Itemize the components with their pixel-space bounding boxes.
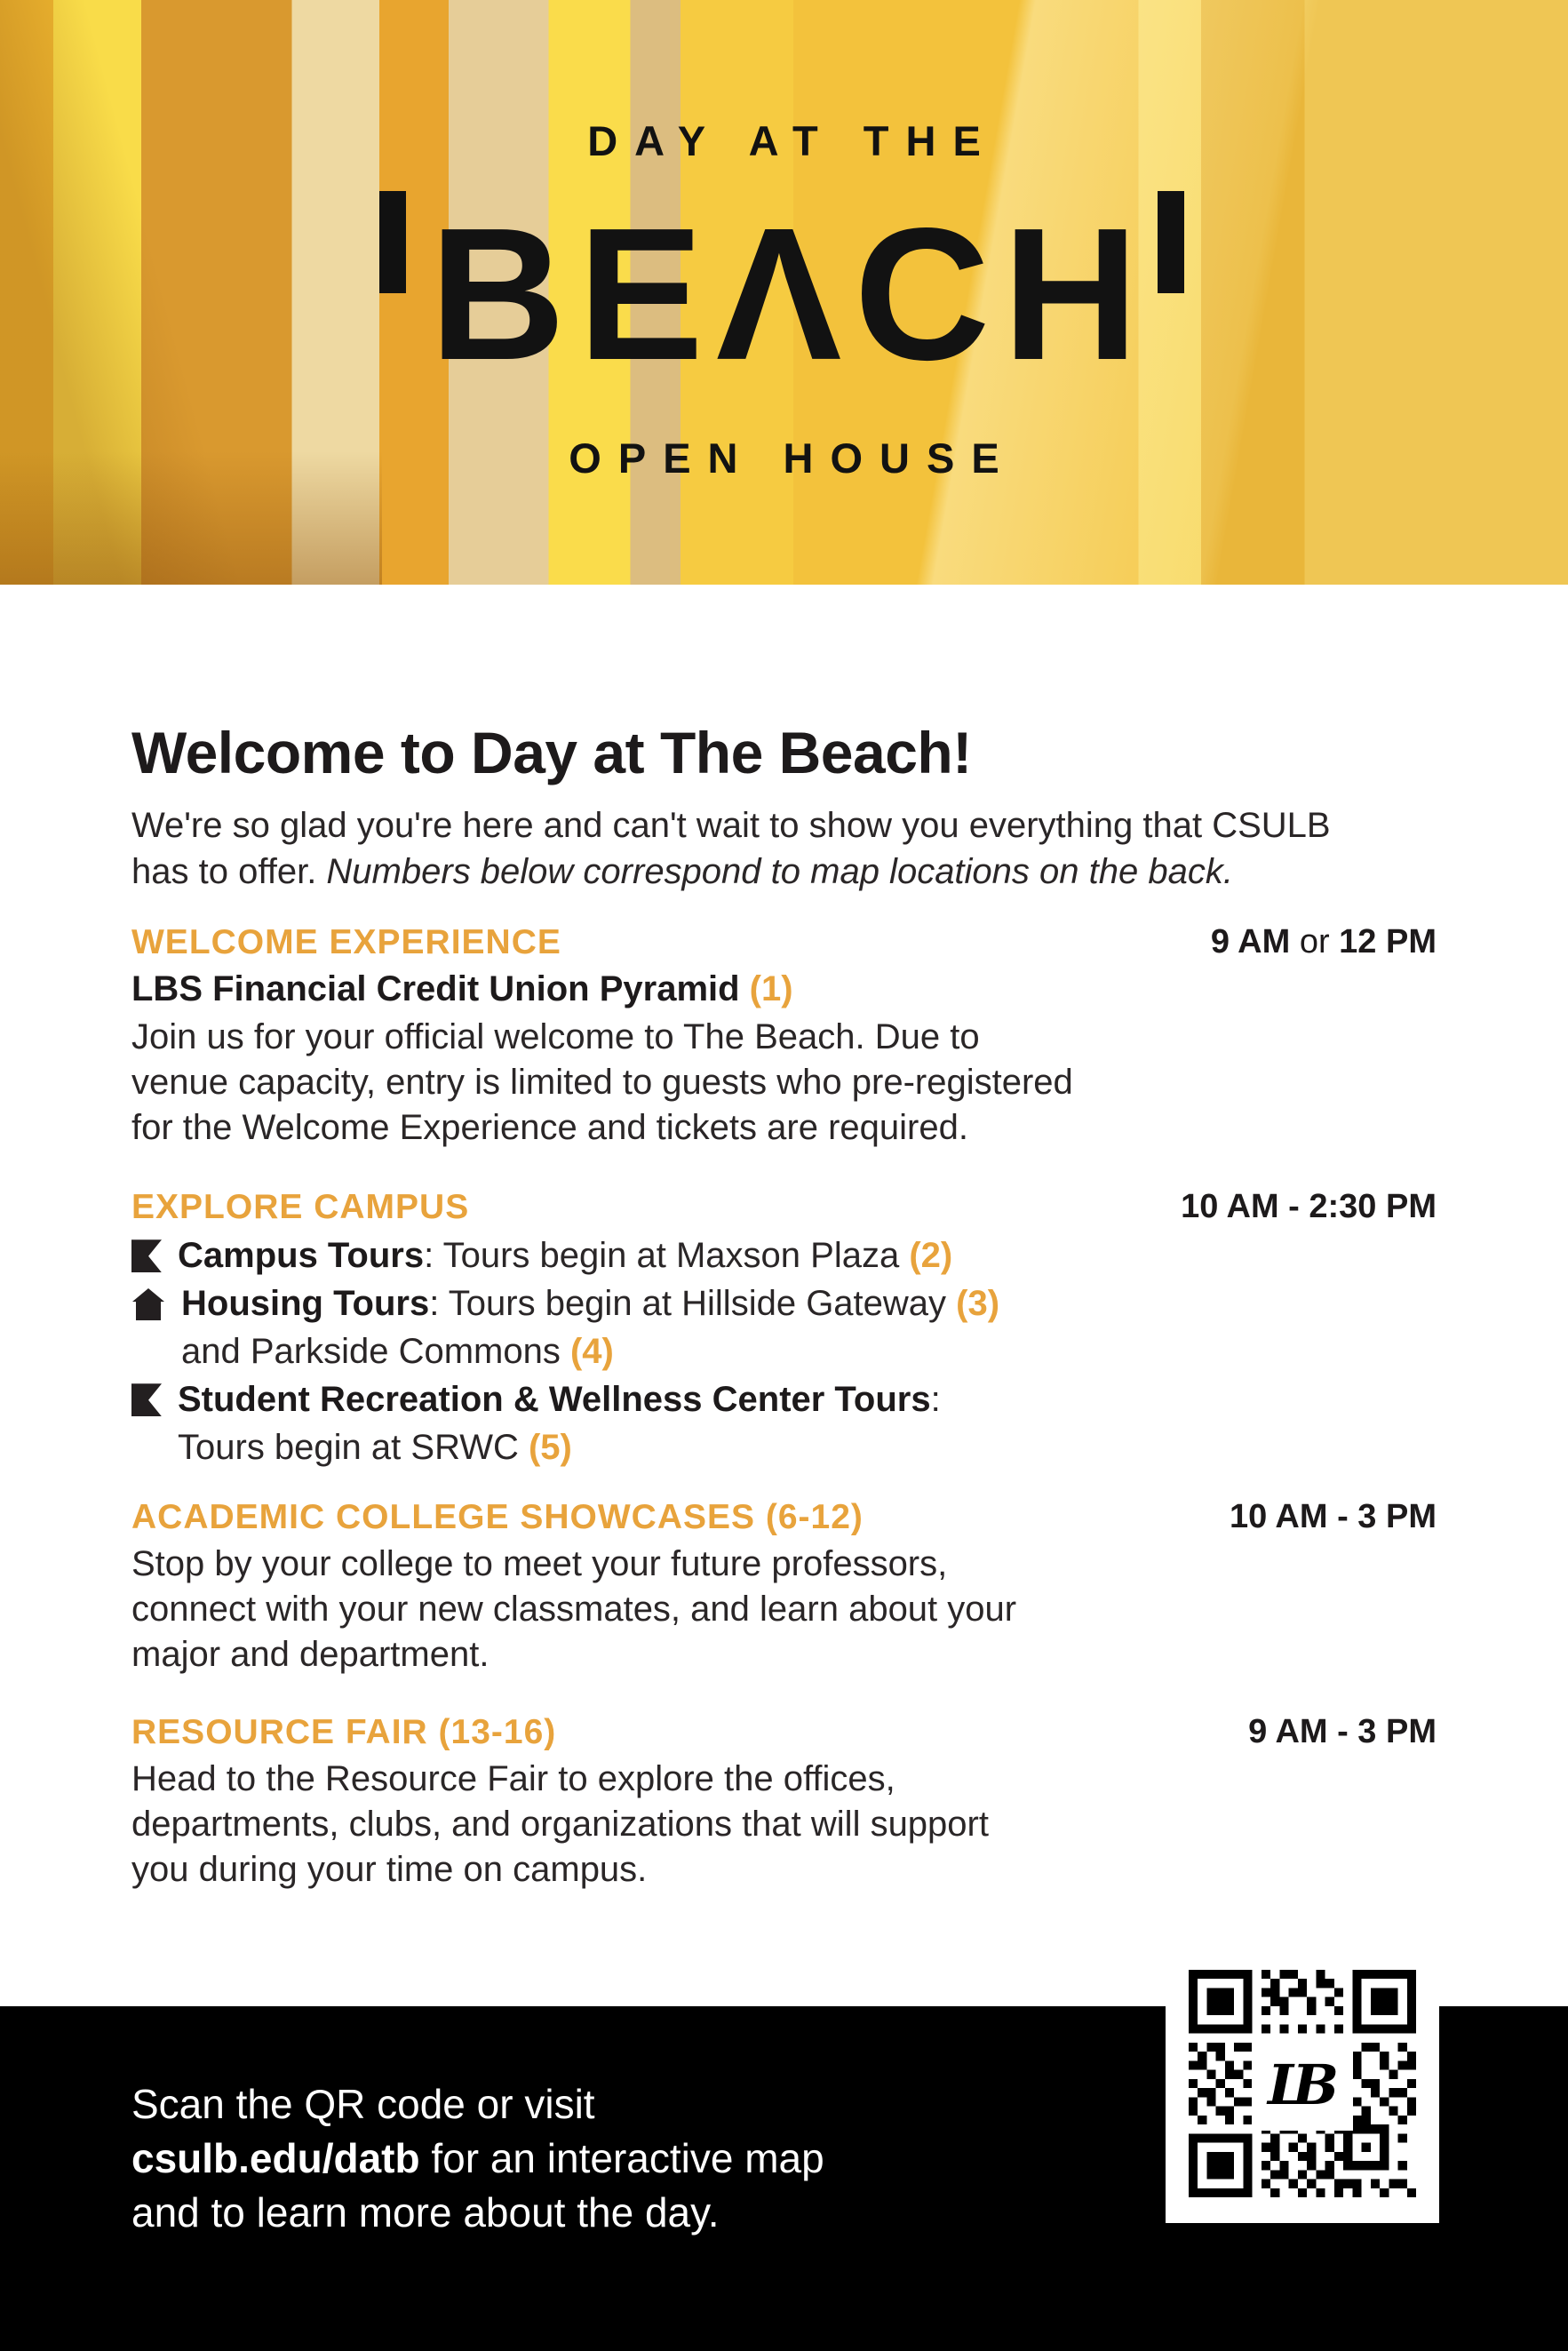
section-resource-fair — [131, 1711, 1437, 1893]
section-heading: WELCOME EXPERIENCE — [131, 923, 561, 962]
section-time: 9 AM or 12 PM — [1210, 923, 1437, 961]
hero-title: BEΛCH — [429, 188, 1151, 399]
section-heading: ACADEMIC COLLEGE SHOWCASES (6-12) — [131, 1498, 864, 1537]
section-heading: EXPLORE CAMPUS — [131, 1188, 470, 1227]
map-number: (4) — [569, 1332, 614, 1372]
map-number: (3) — [956, 1284, 1000, 1324]
map-number: (1) — [749, 969, 793, 1009]
venue-name: LBS Financial Credit Union Pyramid — [131, 969, 750, 1009]
flag-icon — [131, 1383, 162, 1471]
hero-kicker: DAY AT THE — [587, 117, 998, 164]
intro-line-1: We're so glad you're here and can't wait to show you everything that CSULB — [131, 806, 1331, 846]
intro-line-2-italic: Numbers below correspond to map locations on the back. — [326, 852, 1233, 892]
tour-list — [131, 1231, 999, 1471]
csulb-lb-logo: LB — [1252, 2038, 1353, 2131]
section-body: Join us for your official welcome to The Beach. Due to venue capacity, entry is limited to guests who pre-registered for the Welcome Experience and tickets are required. — [131, 1017, 1073, 1148]
hero-subtitle: OPEN HOUSE — [569, 434, 1016, 482]
section-welcome-experience — [131, 921, 1437, 1151]
map-number: (5) — [528, 1428, 572, 1468]
section-body: Stop by your college to meet your future professors, connect with your new classmates, and learn about your major and department. — [131, 1544, 1017, 1675]
list-item-srwc-tours: Student Recreation & Wellness Center Tours: Tours begin at SRWC (5) — [131, 1375, 999, 1471]
section-explore-campus — [131, 1186, 1437, 1471]
hero-banner — [0, 0, 1568, 585]
intro-line-2: has to offer. — [131, 852, 327, 892]
section-time: 10 AM - 3 PM — [1230, 1498, 1437, 1536]
map-number: (2) — [909, 1236, 953, 1276]
section-body: Head to the Resource Fair to explore the offices, departments, clubs, and organizations that will support you during your time on campus. — [131, 1759, 989, 1890]
section-time: 9 AM - 3 PM — [1248, 1713, 1437, 1751]
qr-panel — [1166, 1946, 1439, 2223]
page-title: Welcome to Day at The Beach! — [131, 720, 972, 785]
section-academic-showcases — [131, 1496, 1437, 1678]
footer-url: csulb.edu/datb — [131, 2135, 420, 2181]
flag-icon — [131, 1239, 162, 1279]
section-time: 10 AM - 2:30 PM — [1181, 1188, 1437, 1226]
list-item-housing-tours: Housing Tours: Tours begin at Hillside Gateway (3) and Parkside Commons (4) — [131, 1279, 999, 1375]
venue-line — [131, 967, 1073, 1011]
home-icon — [131, 1287, 165, 1375]
section-heading: RESOURCE FAIR (13-16) — [131, 1713, 557, 1752]
list-item-campus-tours: Campus Tours: Tours begin at Maxson Plaza (2) — [131, 1231, 999, 1279]
intro-paragraph — [131, 802, 1437, 895]
footer-text: Scan the QR code or visit csulb.edu/datb for an interactive map and to learn more about the day. — [131, 2081, 824, 2235]
main-content — [131, 585, 1437, 1893]
